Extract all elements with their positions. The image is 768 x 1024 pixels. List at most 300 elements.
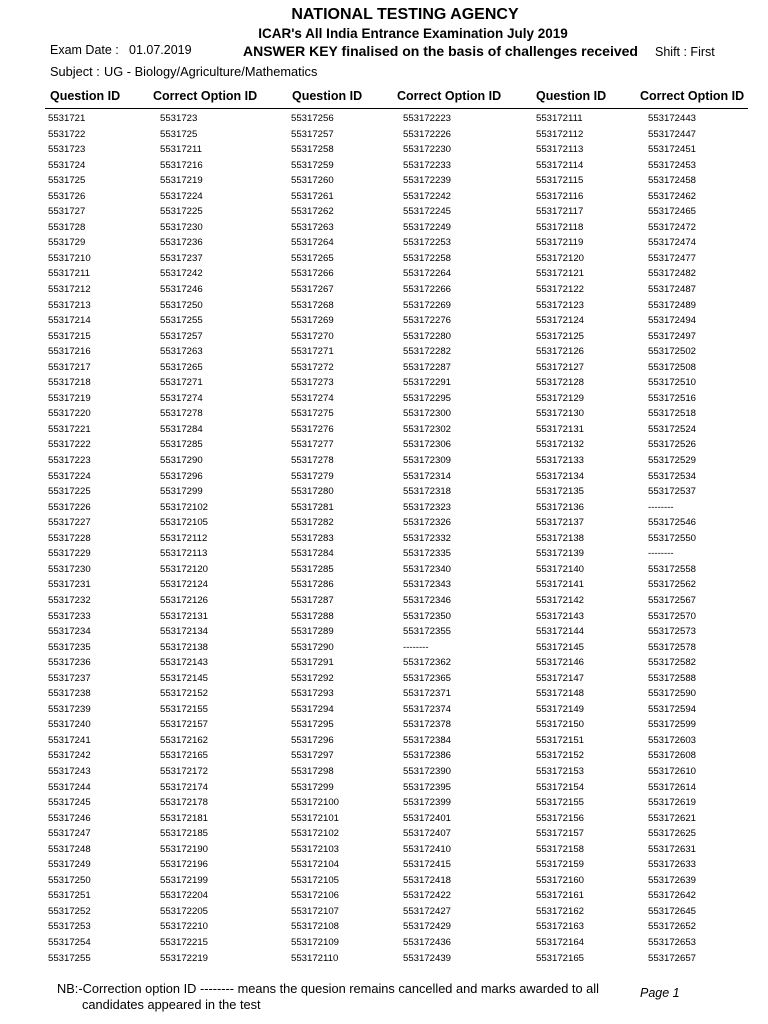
correct-option-id-cell: 553172287 (403, 361, 452, 373)
table-row (0, 329, 768, 345)
correct-option-id-cell: 55317242 (160, 268, 203, 280)
question-id-cell: 55317261 (291, 190, 334, 202)
correct-option-id-cell: 553172386 (403, 750, 452, 762)
question-id-cell: 55317295 (291, 719, 334, 731)
correct-option-id-cell: 55317274 (160, 392, 203, 404)
correct-option-id-cell: 553172113 (160, 548, 208, 560)
question-id-cell: 55317296 (291, 734, 334, 746)
question-id-cell: 55317242 (48, 750, 91, 762)
correct-option-id-cell: 553172546 (648, 517, 697, 529)
question-id-cell: 55317244 (48, 781, 91, 793)
correct-option-id-cell: 553172610 (648, 765, 697, 777)
correct-option-id-cell: 553172510 (648, 377, 697, 389)
correct-option-id-cell: 55317250 (160, 299, 203, 311)
correct-option-id-cell: 553172134 (160, 626, 209, 638)
table-row (0, 453, 768, 469)
table-row (0, 951, 768, 967)
table-row (0, 469, 768, 485)
correct-option-id-cell: 553172346 (403, 594, 452, 606)
table-row (0, 531, 768, 547)
table-row (0, 686, 768, 702)
question-id-cell: 55317230 (48, 563, 91, 575)
question-id-cell: 55317233 (48, 610, 91, 622)
question-id-cell: 55317258 (291, 144, 334, 156)
question-id-cell: 553172149 (536, 703, 585, 715)
question-id-cell: 553172122 (536, 284, 585, 296)
table-row (0, 733, 768, 749)
table-row (0, 562, 768, 578)
correct-option-id-cell: -------- (403, 641, 429, 653)
correct-option-id-cell: 553172172 (160, 765, 209, 777)
question-id-cell: 553172139 (536, 548, 585, 560)
table-row (0, 811, 768, 827)
question-id-cell: 5531726 (48, 190, 86, 202)
question-id-cell: 553172114 (536, 159, 584, 171)
table-row (0, 795, 768, 811)
table-row (0, 220, 768, 236)
question-id-cell: 55317292 (291, 672, 334, 684)
question-id-cell: 55317226 (48, 501, 91, 513)
table-row (0, 189, 768, 205)
correct-option-id-cell: 55317257 (160, 330, 203, 342)
correct-option-id-cell: 553172502 (648, 346, 697, 358)
question-id-cell: 553172135 (536, 486, 585, 498)
correct-option-id-cell: 553172199 (160, 874, 209, 886)
correct-option-id-cell: 553172332 (403, 532, 452, 544)
question-id-cell: 5531728 (48, 221, 86, 233)
table-row (0, 142, 768, 158)
question-id-cell: 55317274 (291, 392, 334, 404)
correct-option-id-cell: 553172427 (403, 905, 452, 917)
question-id-cell: 5531727 (48, 206, 86, 218)
correct-option-id-cell: 553172508 (648, 361, 697, 373)
correct-option-id-cell: 553172295 (403, 392, 452, 404)
table-row (0, 577, 768, 593)
correct-option-id-cell: 553172355 (403, 626, 452, 638)
question-id-cell: 55317252 (48, 905, 91, 917)
question-id-cell: 55317212 (48, 284, 91, 296)
question-id-cell: 553172111 (536, 113, 583, 124)
correct-option-id-cell: 553172120 (160, 563, 209, 575)
correct-option-id-cell: 553172462 (648, 190, 697, 202)
question-id-cell: 55317247 (48, 828, 91, 840)
correct-option-id-cell: 553172436 (403, 936, 452, 948)
correct-option-id-cell: 553172633 (648, 859, 697, 871)
correct-option-id-cell: 553172458 (648, 175, 697, 187)
correct-option-id-cell: 553172570 (648, 610, 697, 622)
question-id-cell: 553172157 (536, 828, 585, 840)
correct-option-id-cell: 553172264 (403, 268, 452, 280)
question-id-cell: 553172105 (291, 874, 340, 886)
correct-option-id-cell: 553172558 (648, 563, 697, 575)
correct-option-id-cell: 55317290 (160, 455, 203, 467)
footer-note: NB:-Correction option ID -------- means the quesion remains cancelled and marks awarded to all (57, 981, 599, 996)
correct-option-id-cell: 553172374 (403, 703, 452, 715)
column-header-correct-option-id: Correct Option ID (640, 89, 745, 103)
table-row (0, 422, 768, 438)
question-id-cell: 55317228 (48, 532, 91, 544)
question-id-cell: 553172120 (536, 252, 585, 264)
question-id-cell: 553172130 (536, 408, 585, 420)
question-id-cell: 5531723 (48, 144, 86, 156)
correct-option-id-cell: 553172157 (160, 719, 209, 731)
question-id-cell: 55317260 (291, 175, 334, 187)
table-row (0, 484, 768, 500)
correct-option-id-cell: 553172631 (648, 843, 697, 855)
question-id-cell: 55317238 (48, 688, 91, 700)
answer-key-table (0, 111, 768, 966)
question-id-cell: 55317275 (291, 408, 334, 420)
question-id-cell: 55317299 (291, 781, 334, 793)
table-row (0, 624, 768, 640)
correct-option-id-cell: 553172181 (160, 812, 209, 824)
correct-option-id-cell: 553172323 (403, 501, 452, 513)
correct-option-id-cell: 553172645 (648, 905, 697, 917)
table-row (0, 748, 768, 764)
correct-option-id-cell: 553172269 (403, 299, 452, 311)
question-id-cell: 553172108 (291, 921, 340, 933)
table-row (0, 173, 768, 189)
question-id-cell: 55317237 (48, 672, 91, 684)
correct-option-id-cell: 553172249 (403, 221, 452, 233)
column-header-question-id: Question ID (50, 89, 121, 103)
exam-title: ICAR's All India Entrance Examination July 2019 (258, 26, 568, 41)
question-id-cell: 553172106 (291, 890, 340, 902)
table-row (0, 375, 768, 391)
question-id-cell: 553172142 (536, 594, 585, 606)
question-id-cell: 553172164 (536, 936, 585, 948)
correct-option-id-cell: 553172145 (160, 672, 209, 684)
question-id-cell: 55317239 (48, 703, 91, 715)
question-id-cell: 55317288 (291, 610, 334, 622)
question-id-cell: 553172132 (536, 439, 585, 451)
question-id-cell: 55317283 (291, 532, 334, 544)
column-header-question-id: Question ID (536, 89, 607, 103)
question-id-cell: 553172115 (536, 175, 584, 187)
column-header-correct-option-id: Correct Option ID (397, 89, 502, 103)
correct-option-id-cell: 553172102 (160, 501, 209, 513)
correct-option-id-cell: 553172588 (648, 672, 697, 684)
question-id-cell: 553172143 (536, 610, 585, 622)
correct-option-id-cell: 553172472 (648, 221, 697, 233)
question-id-cell: 55317268 (291, 299, 334, 311)
correct-option-id-cell: 553172309 (403, 455, 452, 467)
question-id-cell: 553172103 (291, 843, 340, 855)
question-id-cell: 55317273 (291, 377, 334, 389)
table-row (0, 515, 768, 531)
question-id-cell: 553172112 (536, 128, 584, 140)
correct-option-id-cell: 553172465 (648, 206, 697, 218)
question-id-cell: 553172118 (536, 221, 584, 233)
question-id-cell: 55317219 (48, 392, 91, 404)
question-id-cell: 55317272 (291, 361, 334, 373)
table-row (0, 717, 768, 733)
correct-option-id-cell: 553172204 (160, 890, 209, 902)
table-row (0, 266, 768, 282)
table-row (0, 437, 768, 453)
question-id-cell: 553172148 (536, 688, 585, 700)
question-id-cell: 553172150 (536, 719, 585, 731)
question-id-cell: 553172152 (536, 750, 585, 762)
correct-option-id-cell: 553172537 (648, 486, 697, 498)
answer-key-note: ANSWER KEY finalised on the basis of challenges received (243, 43, 638, 59)
correct-option-id-cell: 55317246 (160, 284, 203, 296)
correct-option-id-cell: 553172343 (403, 579, 452, 591)
correct-option-id-cell: 553172487 (648, 284, 697, 296)
question-id-cell: 553172138 (536, 532, 585, 544)
correct-option-id-cell: 553172494 (648, 315, 697, 327)
correct-option-id-cell: 553172178 (160, 797, 209, 809)
correct-option-id-cell: 55317296 (160, 470, 203, 482)
question-id-cell: 553172131 (536, 423, 585, 435)
question-id-cell: 553172133 (536, 455, 585, 467)
question-id-cell: 55317265 (291, 252, 334, 264)
question-id-cell: 55317235 (48, 641, 91, 653)
question-id-cell: 55317267 (291, 284, 334, 296)
question-id-cell: 55317217 (48, 361, 91, 373)
correct-option-id-cell: 553172453 (648, 159, 697, 171)
question-id-cell: 553172162 (536, 905, 585, 917)
correct-option-id-cell: 553172300 (403, 408, 452, 420)
correct-option-id-cell: 553172550 (648, 532, 697, 544)
question-id-cell: 55317287 (291, 594, 334, 606)
correct-option-id-cell: 553172608 (648, 750, 697, 762)
correct-option-id-cell: 553172143 (160, 657, 209, 669)
correct-option-id-cell: 553172582 (648, 657, 697, 669)
correct-option-id-cell: 553172239 (403, 175, 452, 187)
table-row (0, 111, 768, 127)
table-row (0, 593, 768, 609)
correct-option-id-cell: 553172562 (648, 579, 697, 591)
correct-option-id-cell: 553172280 (403, 330, 452, 342)
correct-option-id-cell: 553172258 (403, 252, 452, 264)
correct-option-id-cell: 553172242 (403, 190, 452, 202)
correct-option-id-cell: 553172112 (160, 532, 208, 544)
correct-option-id-cell: 553172245 (403, 206, 452, 218)
correct-option-id-cell: 553172657 (648, 952, 697, 964)
question-id-cell: 55317290 (291, 641, 334, 653)
agency-title: NATIONAL TESTING AGENCY (291, 6, 519, 23)
correct-option-id-cell: 553172451 (648, 144, 697, 156)
question-id-cell: 55317279 (291, 470, 334, 482)
correct-option-id-cell: 553172619 (648, 797, 697, 809)
correct-option-id-cell: 553172362 (403, 657, 452, 669)
question-id-cell: 553172151 (536, 734, 585, 746)
question-id-cell: 553172124 (536, 315, 585, 327)
question-id-cell: 553172126 (536, 346, 585, 358)
question-id-cell: 55317281 (291, 501, 334, 513)
question-id-cell: 55317236 (48, 657, 91, 669)
correct-option-id-cell: 553172395 (403, 781, 452, 793)
question-id-cell: 553172104 (291, 859, 340, 871)
question-id-cell: 55317270 (291, 330, 334, 342)
correct-option-id-cell: 553172516 (648, 392, 697, 404)
correct-option-id-cell: 55317299 (160, 486, 203, 498)
table-row (0, 360, 768, 376)
correct-option-id-cell: 553172590 (648, 688, 697, 700)
correct-option-id-cell: 553172526 (648, 439, 697, 451)
correct-option-id-cell: 553172124 (160, 579, 209, 591)
question-id-cell: 553172129 (536, 392, 585, 404)
question-id-cell: 553172134 (536, 470, 585, 482)
table-row (0, 298, 768, 314)
table-row (0, 282, 768, 298)
table-row (0, 609, 768, 625)
question-id-cell: 553172140 (536, 563, 585, 575)
correct-option-id-cell: 553172407 (403, 828, 452, 840)
correct-option-id-cell: 55317225 (160, 206, 203, 218)
correct-option-id-cell: 553172126 (160, 594, 209, 606)
table-row (0, 251, 768, 267)
question-id-cell: 553172159 (536, 859, 585, 871)
question-id-cell: 55317284 (291, 548, 334, 560)
table-row (0, 158, 768, 174)
correct-option-id-cell: 553172335 (403, 548, 452, 560)
question-id-cell: 55317291 (291, 657, 334, 669)
question-id-cell: 55317276 (291, 423, 334, 435)
correct-option-id-cell: 5531723 (160, 113, 198, 124)
question-id-cell: 553172163 (536, 921, 585, 933)
subject: UG - Biology/Agriculture/Mathematics (104, 64, 318, 79)
question-id-cell: 55317225 (48, 486, 91, 498)
table-row (0, 671, 768, 687)
question-id-cell: 55317250 (48, 874, 91, 886)
correct-option-id-cell: 55317216 (160, 159, 203, 171)
correct-option-id-cell: 553172625 (648, 828, 697, 840)
question-id-cell: 553172110 (291, 952, 339, 964)
table-row (0, 655, 768, 671)
correct-option-id-cell: 553172524 (648, 423, 697, 435)
question-id-cell: 553172161 (536, 890, 585, 902)
shift-info: Shift : First (655, 45, 715, 59)
correct-option-id-cell: 55317255 (160, 315, 203, 327)
correct-option-id-cell: 553172326 (403, 517, 452, 529)
question-id-cell: 553172147 (536, 672, 585, 684)
question-id-cell: 55317241 (48, 734, 91, 746)
question-id-cell: 55317263 (291, 221, 334, 233)
correct-option-id-cell: 553172534 (648, 470, 697, 482)
question-id-cell: 55317278 (291, 455, 334, 467)
correct-option-id-cell: 553172291 (403, 377, 452, 389)
question-id-cell: 55317231 (48, 579, 91, 591)
question-id-cell: 553172116 (536, 190, 584, 202)
correct-option-id-cell: 553172174 (160, 781, 209, 793)
table-row (0, 764, 768, 780)
correct-option-id-cell: 553172185 (160, 828, 209, 840)
question-id-cell: 55317227 (48, 517, 91, 529)
question-id-cell: 55317223 (48, 455, 91, 467)
question-id-cell: 553172125 (536, 330, 585, 342)
table-row (0, 406, 768, 422)
question-id-cell: 55317216 (48, 346, 91, 358)
question-id-cell: 55317294 (291, 703, 334, 715)
correct-option-id-cell: 55317224 (160, 190, 203, 202)
correct-option-id-cell: -------- (648, 548, 674, 560)
question-id-cell: 55317224 (48, 470, 91, 482)
question-id-cell: 5531725 (48, 175, 86, 187)
correct-option-id-cell: 553172365 (403, 672, 452, 684)
question-id-cell: 5531722 (48, 128, 86, 140)
correct-option-id-cell: 553172276 (403, 315, 452, 327)
question-id-cell: 55317298 (291, 765, 334, 777)
table-row (0, 391, 768, 407)
question-id-cell: 55317246 (48, 812, 91, 824)
question-id-cell: 55317266 (291, 268, 334, 280)
table-row (0, 344, 768, 360)
table-row (0, 546, 768, 562)
correct-option-id-cell: 553172652 (648, 921, 697, 933)
table-row (0, 904, 768, 920)
correct-option-id-cell: 553172639 (648, 874, 697, 886)
question-id-cell: 55317234 (48, 626, 91, 638)
table-row (0, 826, 768, 842)
correct-option-id-cell: 55317278 (160, 408, 203, 420)
question-id-cell: 55317285 (291, 563, 334, 575)
table-row (0, 919, 768, 935)
correct-option-id-cell: 553172226 (403, 128, 452, 140)
question-id-cell: 55317248 (48, 843, 91, 855)
correct-option-id-cell: 553172497 (648, 330, 697, 342)
table-row (0, 313, 768, 329)
question-id-cell: 55317293 (291, 688, 334, 700)
question-id-cell: 55317289 (291, 626, 334, 638)
question-id-cell: 55317262 (291, 206, 334, 218)
correct-option-id-cell: 553172443 (648, 113, 697, 124)
correct-option-id-cell: 553172196 (160, 859, 209, 871)
question-id-cell: 553172160 (536, 874, 585, 886)
correct-option-id-cell: 553172482 (648, 268, 697, 280)
question-id-cell: 553172100 (291, 797, 340, 809)
correct-option-id-cell: 553172162 (160, 734, 209, 746)
question-id-cell: 553172146 (536, 657, 585, 669)
correct-option-id-cell: 553172415 (403, 859, 452, 871)
correct-option-id-cell: 55317219 (160, 175, 203, 187)
correct-option-id-cell: 553172152 (160, 688, 209, 700)
question-id-cell: 553172102 (291, 828, 340, 840)
question-id-cell: 553172128 (536, 377, 585, 389)
question-id-cell: 55317257 (291, 128, 334, 140)
table-row (0, 842, 768, 858)
correct-option-id-cell: 553172401 (403, 812, 452, 824)
correct-option-id-cell: 553172215 (160, 936, 209, 948)
question-id-cell: 55317232 (48, 594, 91, 606)
correct-option-id-cell: 553172489 (648, 299, 697, 311)
question-id-cell: 55317218 (48, 377, 91, 389)
correct-option-id-cell: 553172205 (160, 905, 209, 917)
question-id-cell: 55317245 (48, 797, 91, 809)
question-id-cell: 553172156 (536, 812, 585, 824)
correct-option-id-cell: 553172282 (403, 346, 452, 358)
question-id-cell: 55317253 (48, 921, 91, 933)
correct-option-id-cell: 553172642 (648, 890, 697, 902)
question-id-cell: 553172119 (536, 237, 584, 249)
question-id-cell: 55317254 (48, 936, 91, 948)
correct-option-id-cell: 553172371 (403, 688, 452, 700)
correct-option-id-cell: 553172233 (403, 159, 452, 171)
question-id-cell: 5531729 (48, 237, 86, 249)
correct-option-id-cell: 553172266 (403, 284, 452, 296)
table-row (0, 235, 768, 251)
question-id-cell: 55317249 (48, 859, 91, 871)
correct-option-id-cell: 55317284 (160, 423, 203, 435)
correct-option-id-cell: 553172474 (648, 237, 697, 249)
question-id-cell: 55317280 (291, 486, 334, 498)
correct-option-id-cell: 553172603 (648, 734, 697, 746)
correct-option-id-cell: 553172477 (648, 252, 697, 264)
correct-option-id-cell: 553172429 (403, 921, 452, 933)
question-id-cell: 55317220 (48, 408, 91, 420)
question-id-cell: 55317222 (48, 439, 91, 451)
